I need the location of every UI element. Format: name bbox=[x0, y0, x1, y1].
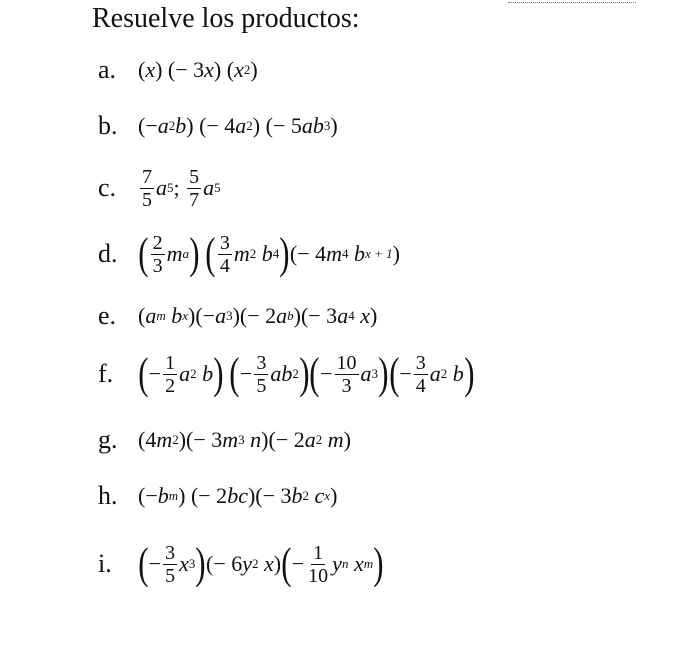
item-letter: h. bbox=[98, 481, 118, 510]
item-letter: c. bbox=[98, 173, 117, 202]
exercise-item-f bbox=[98, 349, 475, 398]
exercise-item-a bbox=[98, 48, 258, 92]
item-expression: (− a 2 b ) (− 4 a 2 ) (− 5 ab 3 ) bbox=[138, 113, 338, 138]
item-letter: b. bbox=[98, 111, 118, 140]
item-expression: ( − $\frac{1}{2}$ a 2 b ) ( − $\frac{3}{5}$ ab 2 ) ( − $\frac{10}{3}$ a 3 ) ( − $\frac{3}{4}$ a 2 b ) bbox=[138, 349, 475, 398]
exercise-item-i bbox=[98, 539, 384, 588]
item-letter: e. bbox=[98, 301, 117, 330]
exercise-item-h bbox=[98, 474, 337, 518]
page-title: Resuelve los productos: bbox=[92, 3, 360, 34]
item-expression: (4 m 2 )(− 3 m 3 n )(− 2 a 2 m ) bbox=[138, 427, 351, 452]
item-letter: d. bbox=[98, 239, 118, 268]
item-expression: ( x ) (− 3 x ) ( x 2 ) bbox=[138, 57, 258, 82]
exercise-item-g bbox=[98, 418, 351, 462]
item-expression: $\frac{7}{5}$ a 5 ; $\frac{5}{7}$ a 5 bbox=[142, 165, 221, 211]
exercise-item-d bbox=[98, 229, 400, 278]
item-expression: ( $\frac{2}{3}$ m a ) ( $\frac{3}{4}$ m 2 b 4 ) (− 4 m 4 b x + 1 ) bbox=[138, 229, 400, 278]
item-expression: (− b m ) (− 2 bc )(− 3 b 2 c x ) bbox=[138, 483, 338, 508]
item-letter: f. bbox=[98, 359, 114, 388]
item-letter: a. bbox=[98, 55, 117, 84]
exercise-item-b bbox=[98, 104, 338, 148]
top-divider bbox=[508, 2, 636, 3]
item-letter: i. bbox=[98, 549, 112, 578]
exercise-item-e bbox=[98, 294, 377, 338]
item-letter: g. bbox=[98, 425, 118, 454]
exercise-item-c bbox=[98, 166, 221, 210]
item-expression: ( − $\frac{3}{5}$ x 3 ) (− 6 y 2 x ) ( − $\frac{1}{10}$ y n x m ) bbox=[138, 539, 384, 588]
item-expression: ( a m b x )(− a 3 )(− 2 a b )(− 3 a 4 x ) bbox=[138, 303, 378, 328]
